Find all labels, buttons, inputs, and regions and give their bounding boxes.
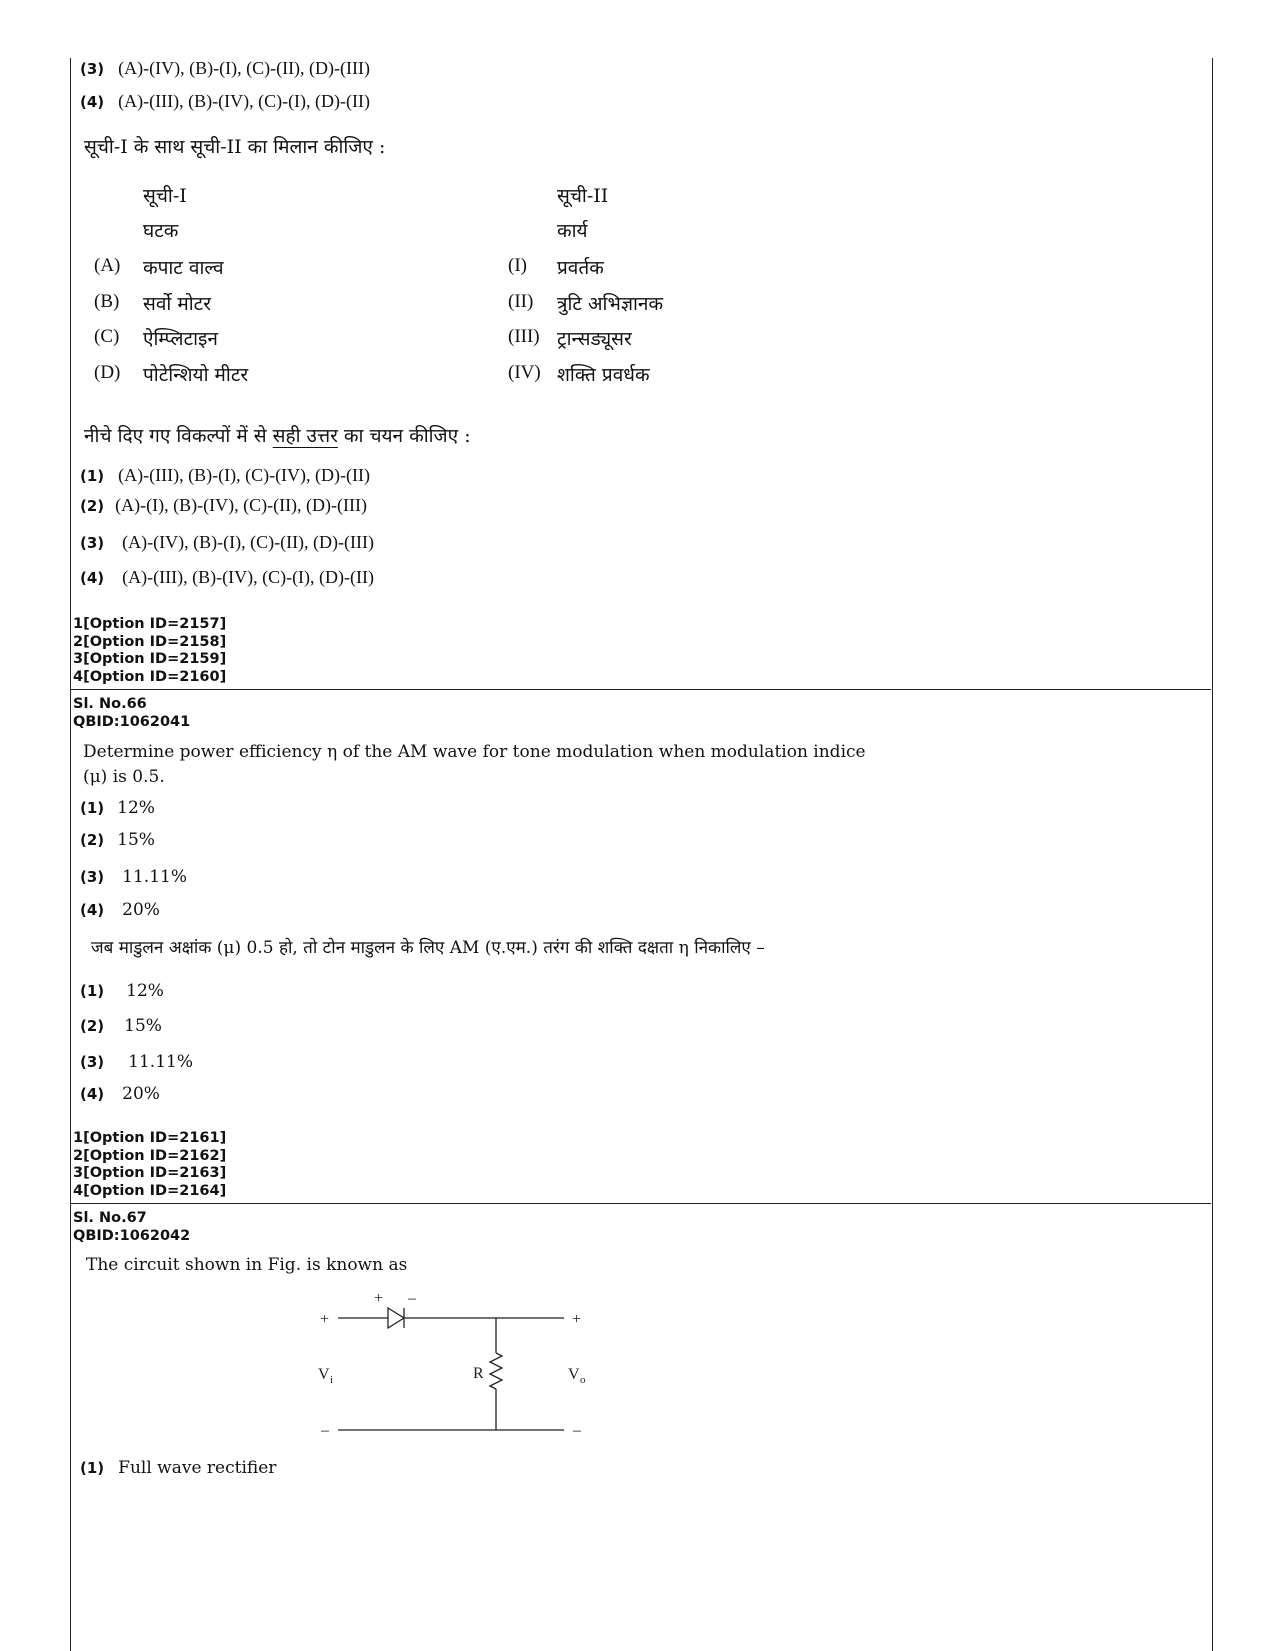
- q66-en-option-3: (3) 11.11%: [80, 867, 187, 887]
- vo-subscript: o: [580, 1374, 586, 1386]
- q66-en-option-4: (4) 20%: [80, 900, 160, 920]
- circuit-diagram: [300, 1285, 620, 1445]
- diode-symbol: [388, 1308, 404, 1328]
- vo-label: V: [568, 1366, 580, 1383]
- row-d-item: पोटेन्शियो मीटर: [143, 364, 249, 386]
- list2-subtitle: कार्य: [557, 220, 588, 242]
- q66-option-ids: 1[Option ID=2161] 2[Option ID=2162] 3[Option ID=2163] 4[Option ID=2164]: [73, 1130, 227, 1199]
- output-minus: –: [573, 1422, 581, 1439]
- prev-hi-option-1: (1) (A)-(III), (B)-(I), (C)-(IV), (D)-(II): [80, 465, 371, 485]
- prev-hi-stem: सूची-I के साथ सूची-II का मिलान कीजिए :: [84, 136, 386, 158]
- row-ii-label: (II): [508, 291, 534, 312]
- row-i-item: प्रवर्तक: [557, 257, 604, 279]
- q67-en-stem: The circuit shown in Fig. is known as: [86, 1255, 408, 1275]
- row-iii-label: (III): [508, 326, 540, 347]
- row-a-label: (A): [94, 255, 121, 276]
- list1-title: सूची-I: [143, 185, 187, 207]
- q66-hi-option-1: (1) 12%: [80, 981, 164, 1001]
- row-iii-item: ट्रान्सड्यूसर: [557, 328, 632, 350]
- q66-hi-option-2: (2) 15%: [80, 1016, 162, 1036]
- output-plus: +: [572, 1311, 582, 1328]
- vi-label: V: [318, 1366, 330, 1383]
- prev-hi-choose: नीचे दिए गए विकल्पों में से सही उत्तर का चयन कीजिए :: [84, 425, 471, 447]
- row-c-label: (C): [94, 326, 120, 347]
- q66-hi-option-3: (3) 11.11%: [80, 1052, 193, 1072]
- prev-en-option-3: (3) (A)-(IV), (B)-(I), (C)-(II), (D)-(III): [80, 58, 371, 78]
- prev-hi-option-4: (4) (A)-(III), (B)-(IV), (C)-(I), (D)-(II): [80, 567, 375, 587]
- row-iv-label: (IV): [508, 362, 541, 383]
- prev-option-ids: 1[Option ID=2157] 2[Option ID=2158] 3[Option ID=2159] 4[Option ID=2160]: [73, 616, 227, 685]
- q66-header: Sl. No.66 QBID:1062041: [73, 696, 191, 730]
- q66-en-stem-line1: Determine power efficiency η of the AM wave for tone modulation when modulation indice: [83, 742, 866, 762]
- prev-en-option-4: (4) (A)-(III), (B)-(IV), (C)-(I), (D)-(II): [80, 91, 371, 111]
- list1-subtitle: घटक: [143, 220, 179, 242]
- diode-plus: +: [374, 1290, 384, 1307]
- prev-hi-option-3: (3) (A)-(IV), (B)-(I), (C)-(II), (D)-(III): [80, 532, 375, 552]
- q67-en-option-1: (1) Full wave rectifier: [80, 1458, 277, 1478]
- q66-hi-option-4: (4) 20%: [80, 1084, 160, 1104]
- row-d-label: (D): [94, 362, 121, 383]
- list2-title: सूची-II: [557, 185, 609, 207]
- resistor-symbol: [490, 1353, 502, 1389]
- q66-en-option-1: (1) 12%: [80, 798, 155, 818]
- row-i-label: (I): [508, 255, 527, 276]
- r-label: R: [473, 1365, 484, 1382]
- row-c-item: ऐम्प्लिटाइन: [143, 328, 218, 350]
- input-minus: –: [321, 1422, 329, 1439]
- diode-minus: –: [408, 1290, 416, 1307]
- input-plus: +: [320, 1311, 330, 1328]
- q66-en-option-2: (2) 15%: [80, 830, 155, 850]
- q67-header: Sl. No.67 QBID:1062042: [73, 1210, 191, 1244]
- row-b-label: (B): [94, 291, 120, 312]
- row-iv-item: शक्ति प्रवर्धक: [557, 364, 650, 386]
- vi-subscript: i: [330, 1374, 334, 1386]
- divider: [70, 1203, 1211, 1204]
- row-b-item: सर्वो मोटर: [143, 293, 211, 315]
- q66-hi-stem: जब माडुलन अक्षांक (μ) 0.5 हो, तो टोन माडुलन के लिए AM (ए.एम.) तरंग की शक्ति दक्षता η निकालिए –: [91, 938, 765, 958]
- divider: [70, 689, 1211, 690]
- prev-hi-option-2: (2) (A)-(I), (B)-(IV), (C)-(II), (D)-(III): [80, 495, 368, 515]
- row-ii-item: त्रुटि अभिज्ञानक: [557, 293, 664, 315]
- row-a-item: कपाट वाल्व: [143, 257, 224, 279]
- q66-en-stem-line2: (μ) is 0.5.: [83, 767, 165, 787]
